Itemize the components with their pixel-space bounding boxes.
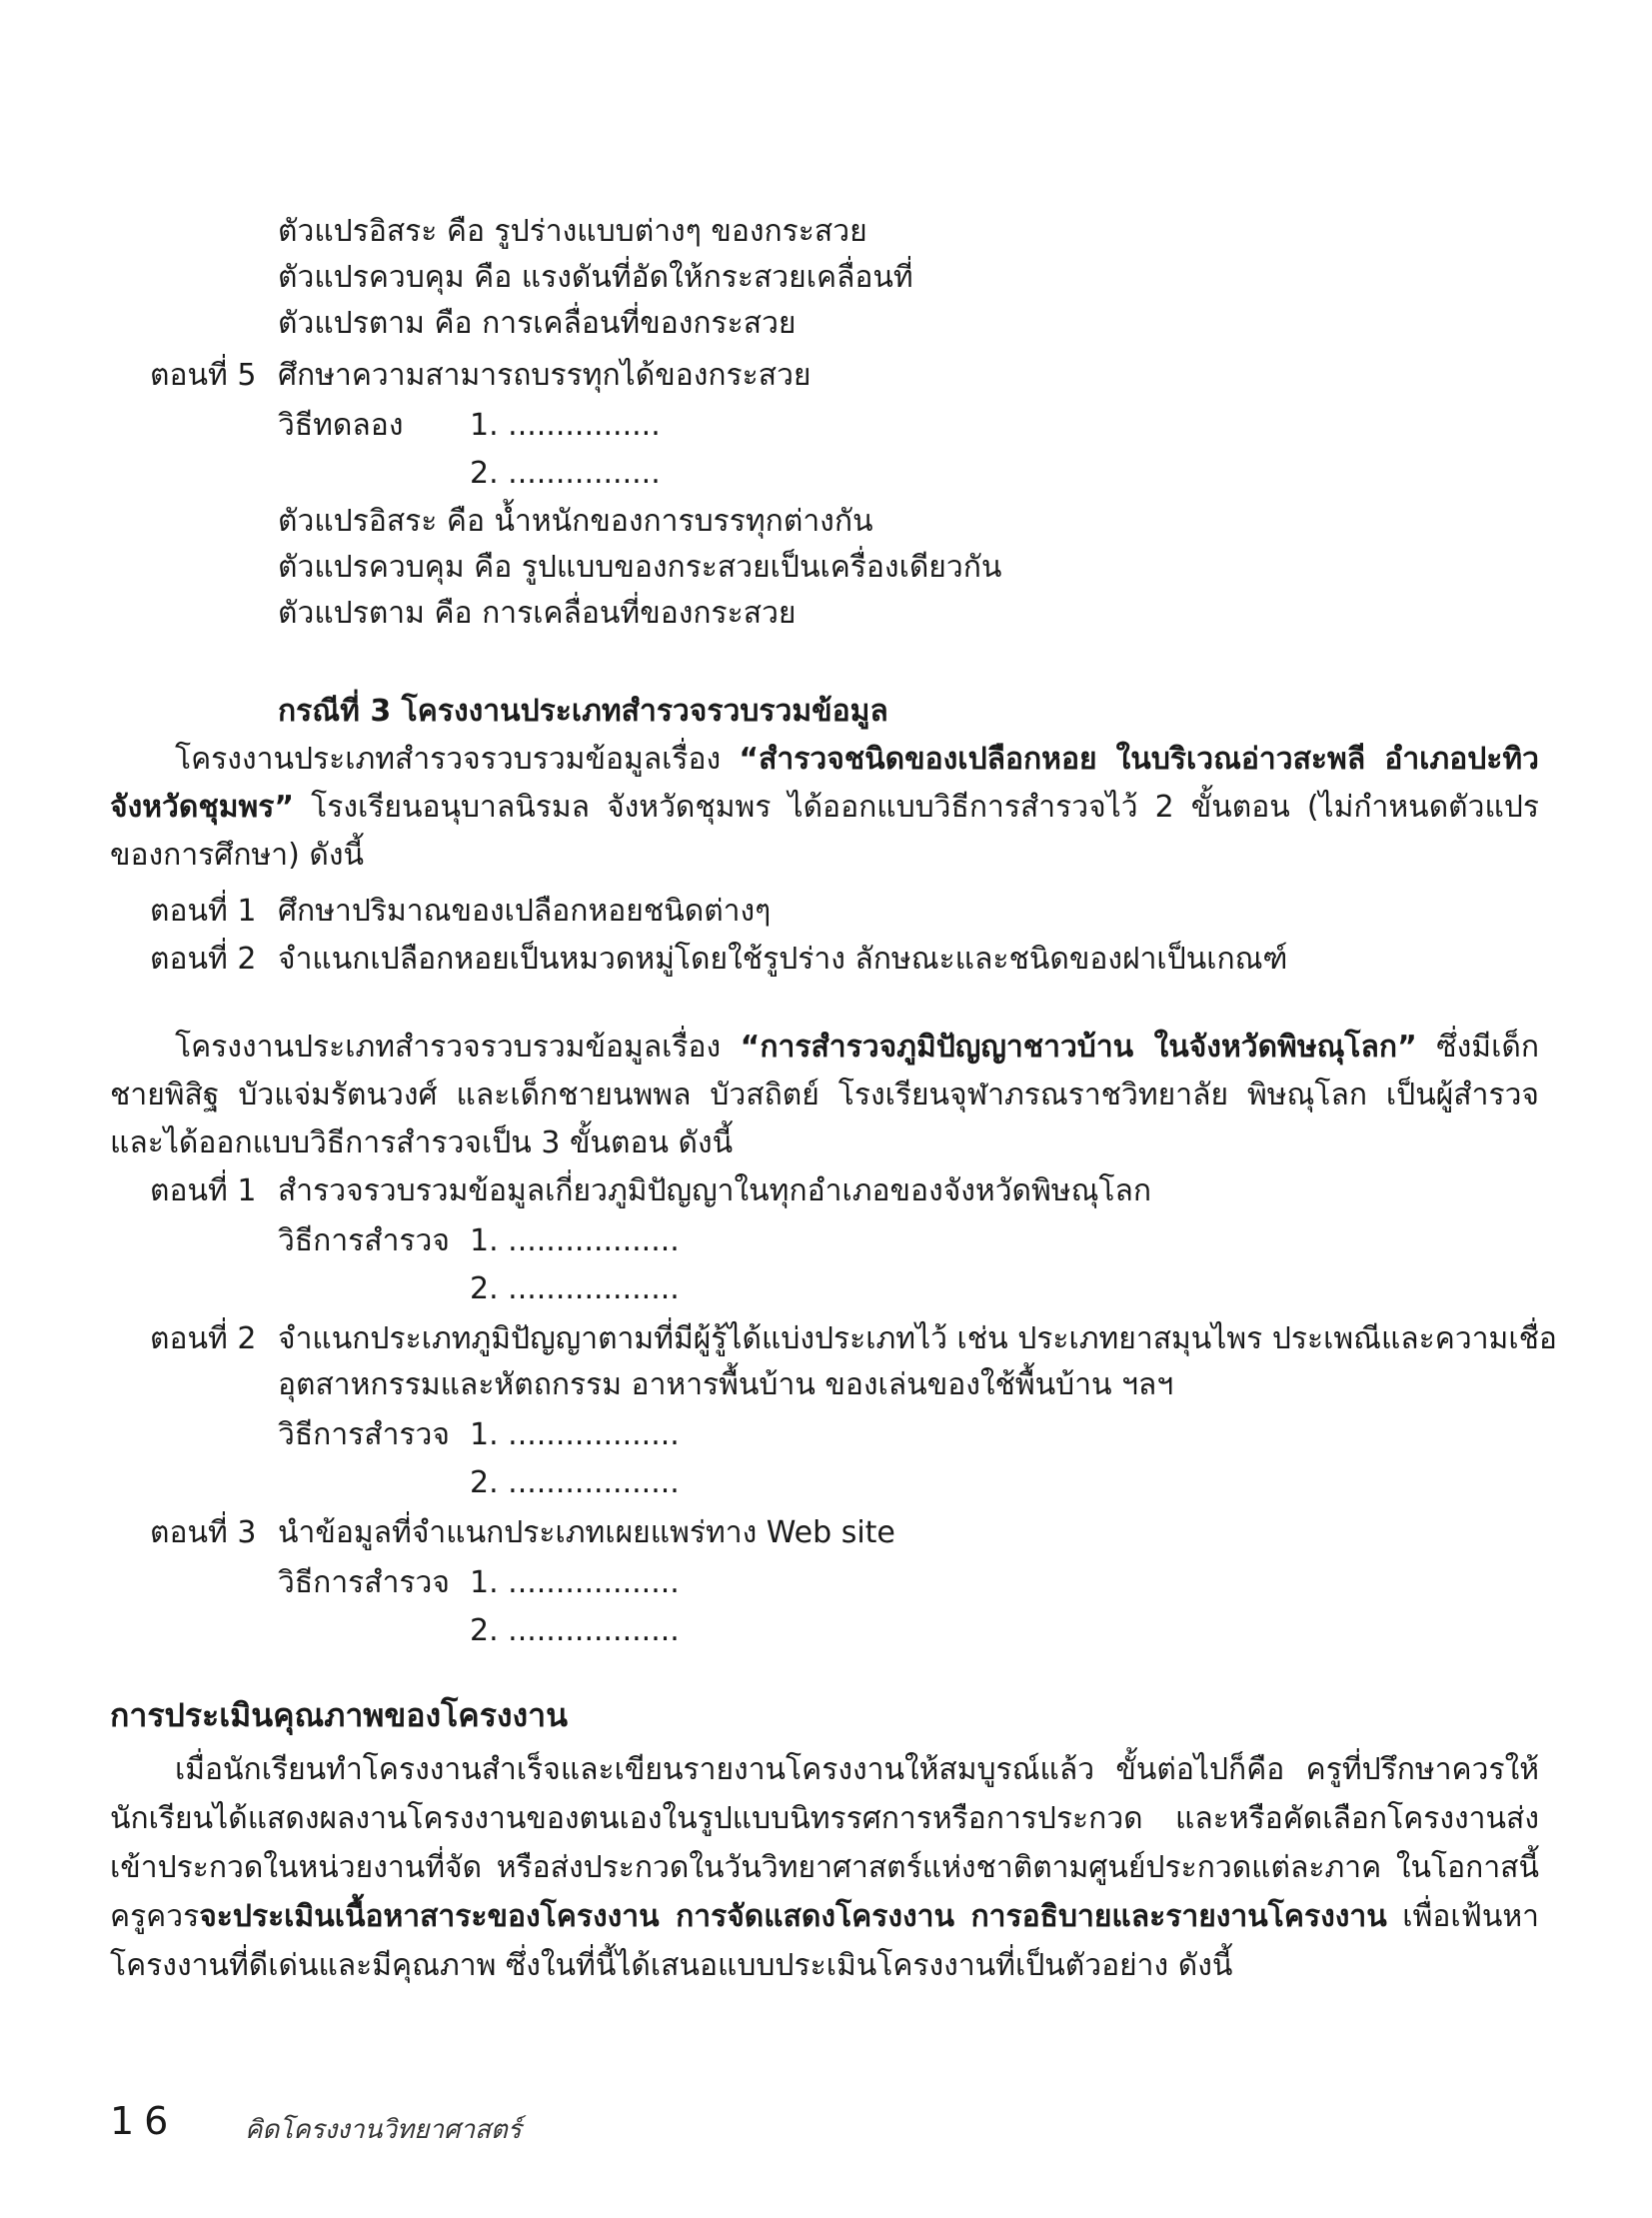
var-dependent-2: ตัวแปรตาม คือ การเคลื่อนที่ของกระสวย [278,596,797,631]
survey-step-2-text-cont: อุตสาหกรรมและหัตถกรรม อาหารพื้นบ้าน ของเล่นของใช้พื้นบ้าน ฯลฯ [278,1367,1174,1402]
eval-bold: จะประเมินเนื้อหาสาระของโครงงาน การจัดแสดงโครงงาน การอธิบายและรายงานโครงงาน [199,1899,1387,1934]
p2-intro: โครงงานประเภทสำรวจรวบรวมข้อมูลเรื่อง [175,1030,741,1065]
survey-method-label-2: วิธีการสำรวจ [278,1417,450,1452]
var-independent-1: ตัวแปรอิสระ คือ รูปร่างแบบต่างๆ ของกระสวย [278,214,867,249]
var-control-1: ตัวแปรควบคุม คือ แรงดันที่อัดให้กระสวยเคลื่อนที่ [278,260,913,295]
var-control-2: ตัวแปรควบคุม คือ รูปแบบของกระสวยเป็นเครื่องเดียวกัน [278,550,1002,585]
case-3-heading: กรณีที่ 3 โครงงานประเภทสำรวจรวบรวมข้อมูล [278,694,888,729]
survey-step-1-label: ตอนที่ 1 [150,1173,257,1208]
p2-title: “การสำรวจภูมิปัญญาชาวบ้าน ในจังหวัดพิษณุโลก” [740,1030,1417,1065]
shell-step-1-label: ตอนที่ 1 [150,894,257,929]
method-item-1: 1. ................ [470,408,661,443]
step-5-text: ศึกษาความสามารถบรรทุกได้ของกระสวย [278,358,812,393]
shell-step-2-text: จำแนกเปลือกหอยเป็นหมวดหมู่โดยใช้รูปร่าง ลักษณะและชนิดของฝาเป็นเกณฑ์ [278,942,1288,977]
var-dependent-1: ตัวแปรตาม คือ การเคลื่อนที่ของกระสวย [278,306,797,341]
survey-1-item-1: 1. .................. [470,1223,680,1258]
survey-2-item-2: 2. .................. [470,1465,680,1500]
survey-step-2-label: ตอนที่ 2 [150,1321,257,1356]
eval-rest: เพื่อเฟ้นหาโครงงานที่ดีเด่นและมีคุณภาพ ซึ่งในที่นี้ได้เสนอแบบประเมินโครงงานที่เป็นตัวอย่าง ดังนี้ [110,1899,1539,1983]
survey-step-3-text: นำข้อมูลที่จำแนกประเภทเผยแพร่ทาง Web site [278,1515,895,1550]
p2-rest: ซึ่งมีเด็กชายพิสิฐ บัวแจ่มรัตนวงศ์ และเด็กชายนพพล บัวสถิตย์ โรงเรียนจุฬาภรณราชวิทยาลัย พิษณุโลก เป็นผู้สำรวจ และได้ออกแบบวิธีการสำรวจเป็น 3 ขั้นตอน ดังนี้ [110,1030,1539,1160]
survey-3-item-1: 1. .................. [470,1565,680,1600]
page-number: 16 [110,2099,179,2143]
p1-title: “สำรวจชนิดของเปลือกหอย ในบริเวณอ่าวสะพลี อำเภอปะทิว จังหวัดชุมพร” [110,742,1539,825]
eval-intro: เมื่อนักเรียนทำโครงงานสำเร็จและเขียนรายงานโครงงานให้สมบูรณ์แล้ว ขั้นต่อไปก็คือ ครูที่ปรึกษาควรให้นักเรียนได้แสดงผลงานโครงงานของตนเองในรูปแบบนิทรรศการหรือการประกวด และหรือคัดเลือกโครงงานส่งเข้าประกวดในหน่วยงานที่จัด หรือส่งประกวดในวันวิทยาศาสตร์แห่งชาติตามศูนย์ประกวดแต่ละภาค ในโอกาสนี้ ครูควร [110,1752,1539,1934]
survey-step-1-text: สำรวจรวบรวมข้อมูลเกี่ยวภูมิปัญญาในทุกอำเภอของจังหวัดพิษณุโลก [278,1173,1152,1208]
case-3-paragraph-2 [110,1024,1539,1167]
evaluation-paragraph [110,1745,1539,1990]
method-item-2: 2. ................ [470,456,661,491]
p1-rest: โรงเรียนอนุบาลนิรมล จังหวัดชุมพร ได้ออกแบบวิธีการสำรวจไว้ 2 ขั้นตอน (ไม่กำหนดตัวแปรของการศึกษา) ดังนี้ [110,790,1539,873]
survey-2-item-1: 1. .................. [470,1417,680,1452]
var-independent-2: ตัวแปรอิสระ คือ น้ำหนักของการบรรทุกต่างกัน [278,504,873,539]
evaluation-heading: การประเมินคุณภาพของโครงงาน [110,1696,568,1734]
p1-intro: โครงงานประเภทสำรวจรวบรวมข้อมูลเรื่อง [175,742,740,777]
case-3-paragraph-1 [110,736,1539,880]
step-5-label: ตอนที่ 5 [150,358,257,393]
survey-method-label-3: วิธีการสำรวจ [278,1565,450,1600]
survey-method-label-1: วิธีการสำรวจ [278,1223,450,1258]
survey-step-3-label: ตอนที่ 3 [150,1515,257,1550]
survey-3-item-2: 2. .................. [470,1613,680,1648]
survey-1-item-2: 2. .................. [470,1271,680,1306]
shell-step-2-label: ตอนที่ 2 [150,942,257,977]
survey-step-2-text: จำแนกประเภทภูมิปัญญาตามที่มีผู้รู้ได้แบ่งประเภทไว้ เช่น ประเภทยาสมุนไพร ประเพณีและความเชื่อ [278,1321,1557,1356]
book-title: คิดโครงงานวิทยาศาสตร์ [245,2115,522,2145]
shell-step-1-text: ศึกษาปริมาณของเปลือกหอยชนิดต่างๆ [278,894,772,929]
method-label: วิธีทดลอง [278,408,404,443]
